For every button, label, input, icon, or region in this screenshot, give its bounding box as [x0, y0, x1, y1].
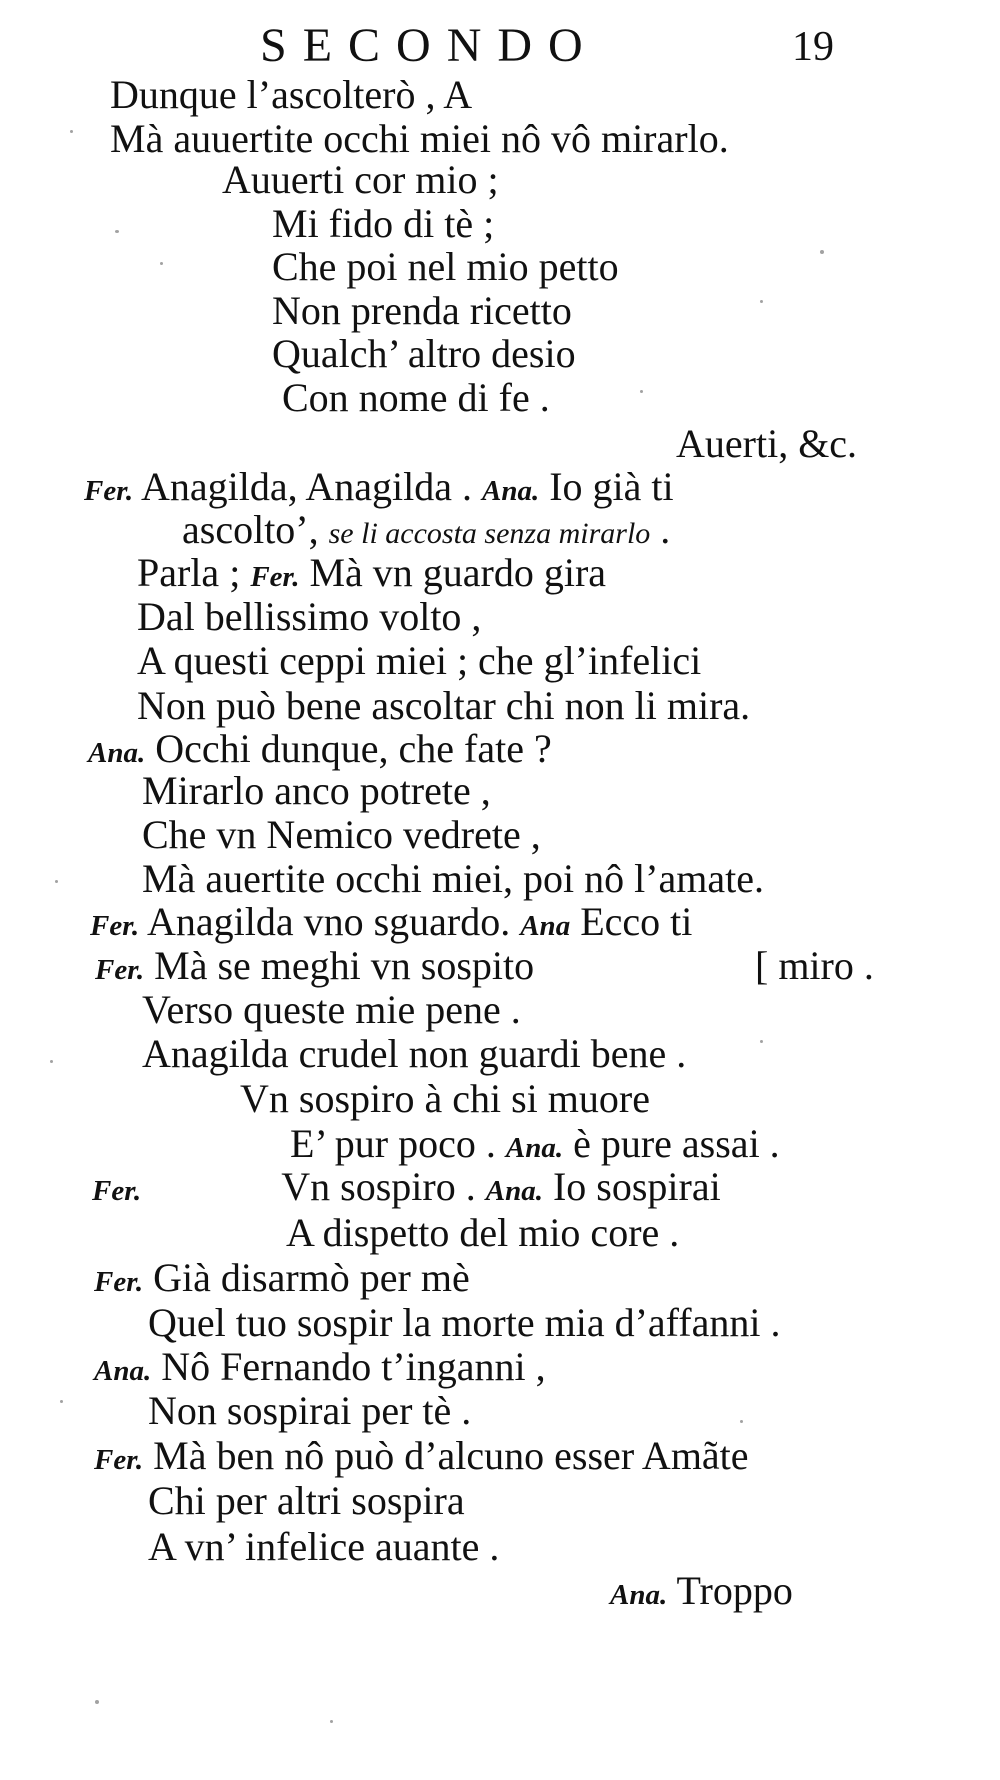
text-line	[222, 157, 499, 203]
verse-text: A questi ceppi miei ; che gl’infelici	[137, 638, 702, 683]
verse-text: Nô Fernando t’inganni ,	[151, 1344, 546, 1389]
verse-text: Mà ben nô può d’alcuno esser Amãte	[143, 1433, 749, 1478]
verse-text: Io sospirai	[542, 1164, 721, 1209]
verse-text: A dispetto del mio core .	[286, 1210, 680, 1255]
ink-speckle	[160, 262, 163, 265]
speaker-fer: Fer.	[90, 910, 140, 942]
text-line	[148, 1388, 471, 1434]
verse-text: Che poi nel mio petto	[272, 244, 619, 289]
text-line	[95, 943, 874, 993]
speaker-ana: Ana.	[481, 475, 540, 507]
verse-text: Non sospirai per tè .	[148, 1388, 472, 1433]
text-line	[142, 1031, 686, 1077]
text-line	[676, 421, 857, 467]
verse-text: Mirarlo anco potrete ,	[142, 768, 491, 813]
text-line	[137, 683, 750, 729]
verse-text: Anagilda crudel non guardi bene .	[142, 1031, 687, 1076]
speaker-fer: Fer.	[94, 1444, 144, 1476]
verse-text: Chi per altri sospira	[148, 1478, 465, 1523]
verse-text: Troppo	[667, 1568, 793, 1613]
verse-text: Anagilda, Anagilda .	[133, 464, 482, 509]
ink-speckle	[60, 1400, 63, 1403]
verse-text: ascolto’,	[182, 507, 329, 552]
verse-text: Anagilda vno sguardo.	[139, 899, 521, 944]
ink-speckle	[70, 130, 73, 133]
text-line	[110, 116, 729, 162]
verse-text: Io già ti	[539, 464, 674, 509]
verse-text: Dunque l’ascolterò , A	[110, 72, 473, 117]
text-line	[94, 1433, 749, 1483]
text-line	[272, 244, 619, 290]
ink-speckle	[820, 250, 824, 254]
ink-speckle	[115, 230, 119, 233]
page-number: 19	[792, 24, 834, 70]
text-line	[94, 1255, 470, 1305]
ink-speckle	[760, 300, 763, 303]
speaker-fer: Fer.	[94, 1266, 144, 1298]
text-line	[142, 768, 491, 814]
text-line	[272, 331, 576, 377]
text-line	[610, 1568, 793, 1618]
ink-speckle	[95, 1700, 99, 1704]
verse-text: [ miro .	[755, 943, 874, 988]
text-line	[90, 899, 692, 949]
text-line	[137, 550, 606, 600]
verse-text: Mi fido di tè ;	[272, 201, 495, 246]
speaker-ana: Ana	[520, 910, 571, 942]
speaker-fer: Fer.	[250, 561, 300, 593]
text-line	[142, 987, 521, 1033]
verse-text: Ecco ti	[570, 899, 693, 944]
text-line	[240, 1076, 650, 1122]
speaker-ana: Ana.	[505, 1132, 564, 1164]
verse-text: Mà se meghi vn sospito	[144, 943, 535, 988]
verse-text: A vn’ infelice auante .	[148, 1524, 500, 1569]
verse-text: Quel tuo sospir la morte mia d’affanni .	[148, 1300, 781, 1345]
verse-text: Non può bene ascoltar chi non li mira.	[137, 683, 751, 728]
ink-speckle	[640, 390, 643, 393]
text-line	[142, 856, 764, 902]
text-line	[148, 1524, 499, 1570]
text-line	[142, 812, 541, 858]
text-line	[92, 1164, 721, 1214]
verse-text: E’ pur poco .	[290, 1121, 506, 1166]
verse-text: Già disarmò per mè	[143, 1255, 470, 1300]
verse-text: Occhi dunque, che fate ?	[145, 726, 552, 771]
verse-text: Auuerti cor mio ;	[222, 157, 499, 202]
verse-text: Verso queste mie pene .	[142, 987, 521, 1032]
ink-speckle	[55, 880, 58, 883]
verse-text: .	[650, 507, 671, 552]
stage-direction: se li accosta senza mirarlo	[328, 517, 651, 550]
verse-text: Qualch’ altro desio	[272, 331, 576, 376]
ink-speckle	[330, 1720, 333, 1723]
speaker-ana: Ana.	[94, 1355, 152, 1387]
verse-text: è pure assai .	[563, 1121, 780, 1166]
text-line	[137, 638, 701, 684]
verse-text: Mà auertite occhi miei, poi nô l’amate.	[142, 856, 764, 901]
verse-text: Con nome di fe .	[282, 375, 550, 420]
verse-text: Mà vn guardo gira	[299, 550, 607, 595]
text-line	[137, 594, 481, 640]
verse-text: Vn sospiro à chi si muore	[240, 1076, 650, 1121]
speaker-fer: Fer.	[95, 954, 145, 986]
speaker-fer: Fer.	[84, 475, 134, 507]
text-line	[286, 1210, 679, 1256]
speaker-fer: Fer.	[92, 1175, 142, 1207]
text-line	[148, 1300, 780, 1346]
ink-speckle	[50, 1060, 53, 1063]
verse-text: Auerti, &c.	[676, 421, 858, 466]
text-line	[282, 375, 550, 421]
speaker-ana: Ana.	[485, 1175, 543, 1207]
ink-speckle	[740, 1420, 743, 1423]
verse-text: Mà auuertite occhi miei nô vô mirarlo.	[110, 116, 729, 161]
running-head: SECONDO	[260, 19, 599, 72]
verse-text: Dal bellissimo volto ,	[137, 594, 482, 639]
ink-speckle	[760, 1040, 763, 1043]
speaker-ana: Ana.	[88, 737, 146, 769]
text-line	[272, 288, 572, 334]
text-line	[110, 72, 472, 118]
verse-text: Parla ;	[137, 550, 251, 595]
verse-text: Non prenda ricetto	[272, 288, 572, 333]
verse-text: Vn sospiro .	[272, 1164, 486, 1209]
text-line	[272, 201, 494, 247]
verse-text: Che vn Nemico vedrete ,	[142, 812, 541, 857]
speaker-ana: Ana.	[610, 1579, 668, 1611]
text-line	[94, 1344, 546, 1394]
text-line	[148, 1478, 465, 1524]
